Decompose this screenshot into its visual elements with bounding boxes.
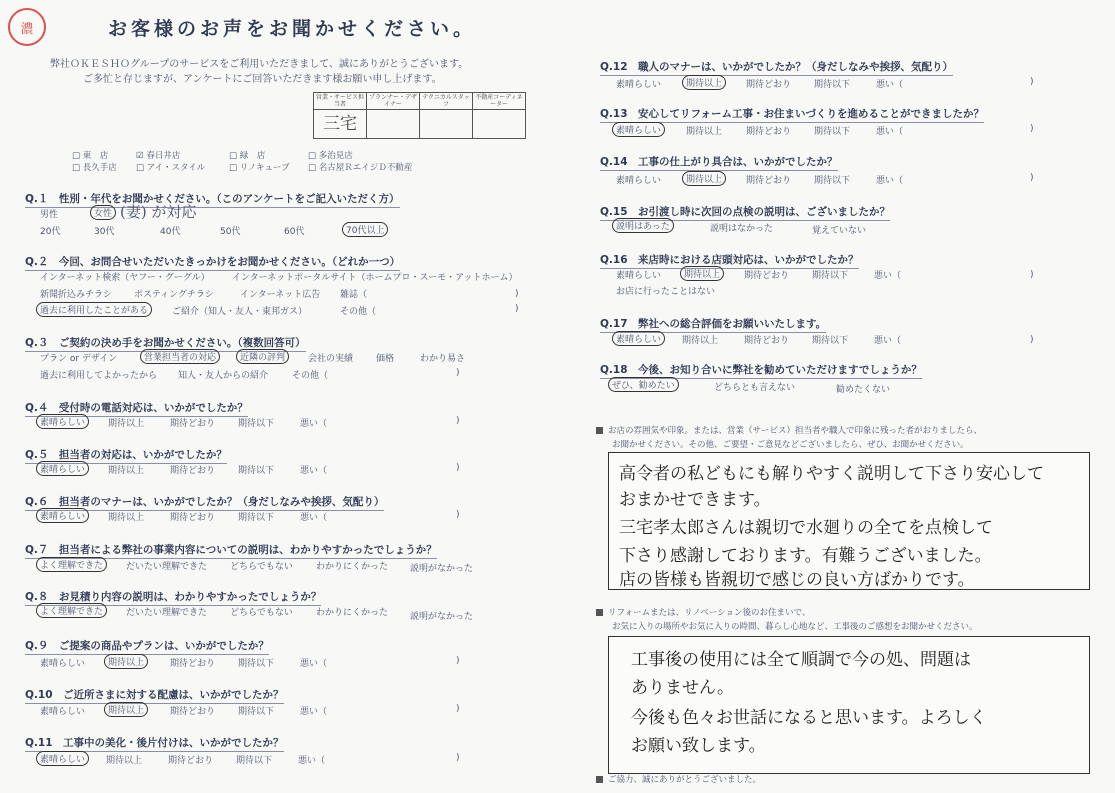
option[interactable]: 知人・友人からの紹介: [178, 371, 269, 381]
staff-header: テクニカルスタッフ: [420, 93, 473, 110]
staff-cell: [420, 110, 473, 139]
option[interactable]: どちらでもない: [230, 608, 293, 618]
paren-close: ): [456, 368, 460, 378]
option[interactable]: 素晴らしい: [616, 176, 662, 186]
store-option[interactable]: □ リノキューブ: [229, 163, 290, 173]
question-title: Q.18 今後、お知り合いに弊社を勧めていただけますでしょうか？: [600, 362, 922, 379]
question-q10: [25, 683, 284, 704]
page-title: お客様のお声をお聞かせください。: [108, 18, 477, 40]
option[interactable]: だいたい理解できた: [126, 608, 208, 618]
option[interactable]: 悪い（: [876, 80, 904, 90]
option[interactable]: 悪い（: [874, 336, 902, 346]
option[interactable]: 50代: [220, 227, 241, 237]
comment2-line: お願い致します。: [631, 736, 766, 756]
option[interactable]: インターネット検索（ヤフー・グーグル）: [40, 273, 210, 283]
staff-cell: [473, 110, 526, 139]
intro-line-1: 弊社ＯＫＥＳＨＯグループのサービスをご利用いただきまして、誠にありがとうございます。: [50, 59, 469, 70]
option-selected[interactable]: 素晴らしい: [36, 508, 89, 523]
comment2-prompt-2: お気に入りの場所やお気に入りの時間、暮らし心地など、工事後のご感想をお聞かせください。: [612, 622, 978, 632]
option[interactable]: だいたい理解できた: [126, 562, 208, 572]
option[interactable]: 期待どおり: [170, 513, 216, 523]
option[interactable]: 悪い（: [300, 659, 328, 669]
paren-close: ): [456, 753, 460, 763]
option-selected[interactable]: 期待以上: [682, 171, 726, 186]
option[interactable]: 期待以上: [108, 419, 145, 429]
option[interactable]: お店に行ったことはない: [616, 287, 716, 297]
option[interactable]: 期待どおり: [744, 336, 790, 346]
store-option[interactable]: □ 東 店: [72, 151, 109, 161]
option-selected[interactable]: 女性: [90, 205, 116, 220]
option-selected[interactable]: 期待以上: [104, 654, 148, 669]
option[interactable]: 説明がなかった: [410, 564, 474, 574]
comment2-box[interactable]: [608, 636, 1090, 774]
option[interactable]: 悪い（: [300, 419, 328, 429]
option[interactable]: 素晴らしい: [616, 80, 662, 90]
staff-header: 不動産コーディネーター: [473, 93, 526, 110]
option[interactable]: わかりにくかった: [316, 562, 389, 572]
paren-close: ): [456, 704, 460, 714]
option[interactable]: 期待以上: [682, 336, 719, 346]
staff-table: [313, 92, 526, 139]
option[interactable]: 価格: [376, 354, 395, 364]
comment1-line: 店の皆様も皆親切で感じの良い方ばかりです。: [619, 570, 975, 590]
option[interactable]: 期待以上: [108, 513, 145, 523]
option[interactable]: インターネットポータルサイト（ホームプロ・スーモ・アットホーム）: [232, 273, 518, 283]
option-selected[interactable]: 期待以上: [680, 266, 724, 281]
question-title: Q.11 工事中の美化・後片付けは、いかがでしたか？: [25, 735, 284, 752]
option-selected[interactable]: 近隣の評判: [236, 349, 289, 364]
question-q1: [25, 187, 400, 208]
option[interactable]: 過去に利用してよかったから: [40, 371, 158, 381]
paren-close: ): [1030, 173, 1034, 183]
option[interactable]: 新聞折込みチラシ: [40, 290, 113, 300]
option[interactable]: 説明がなかった: [410, 612, 474, 622]
paren-close: ): [456, 416, 460, 426]
option[interactable]: 期待どおり: [170, 466, 216, 476]
option[interactable]: 期待以下: [814, 127, 851, 137]
option[interactable]: その他（: [340, 307, 377, 317]
option[interactable]: ご紹介（知人・友人・東邦ガス）: [172, 307, 308, 317]
option[interactable]: 悪い（: [300, 466, 328, 476]
option[interactable]: 期待どおり: [168, 756, 214, 766]
option-selected[interactable]: 素晴らしい: [36, 461, 89, 476]
staff-cell: [367, 110, 420, 139]
question-q7: [25, 538, 437, 559]
option[interactable]: わかりにくかった: [316, 608, 389, 618]
option[interactable]: インターネット広告: [240, 290, 321, 300]
bullet-square-icon: [596, 427, 603, 434]
comment2-prompt-1: リフォームまたは、リノベーション後のお住まいで、: [596, 606, 810, 618]
question-title: Q.12 職人のマナーは、いかがでしたか？（身だしなみや挨拶、気配り）: [600, 59, 953, 76]
option[interactable]: 雑誌（: [340, 290, 368, 300]
option[interactable]: 期待どおり: [170, 659, 216, 669]
option-selected[interactable]: 期待以上: [682, 75, 726, 90]
question-q17: [600, 312, 826, 333]
option-selected[interactable]: 素晴らしい: [612, 331, 665, 346]
option-selected[interactable]: 素晴らしい: [612, 122, 665, 137]
option[interactable]: 悪い（: [876, 127, 904, 137]
option[interactable]: 期待以下: [812, 271, 849, 281]
option[interactable]: 覚えていない: [812, 226, 867, 236]
staff-header: プランナー・デザイナー: [367, 93, 420, 110]
question-title: Q.13 安心してリフォーム工事・お住まいづくりを進めることができましたか？: [600, 106, 984, 123]
paren-close: ): [456, 463, 460, 473]
intro-line-2: ご多忙と存じますが、アンケートにご回答いただきます様お願い申し上げます。: [83, 74, 442, 85]
option[interactable]: 悪い（: [300, 707, 328, 717]
option[interactable]: 期待以下: [238, 419, 275, 429]
option[interactable]: わかり易さ: [420, 354, 466, 364]
question-title: Q.７ 担当者による弊社の事業内容についての説明は、わかりやすかったでしょうか？: [25, 542, 437, 559]
question-title: Q.４ 受付時の電話対応は、いかがでしたか？: [25, 400, 248, 417]
question-title: Q.５ 担当者の対応は、いかがでしたか？: [25, 447, 227, 464]
option[interactable]: 60代: [284, 227, 305, 237]
option[interactable]: 期待どおり: [170, 707, 216, 717]
question-q2: [25, 250, 400, 271]
paren-close: ): [456, 510, 460, 520]
option-selected[interactable]: 説明はあった: [612, 218, 674, 233]
option-selected[interactable]: 営業担当者の対応: [140, 349, 220, 364]
option[interactable]: 期待どおり: [744, 271, 790, 281]
option[interactable]: 悪い（: [876, 176, 904, 186]
option[interactable]: 20代: [40, 227, 61, 237]
option[interactable]: 期待以上: [108, 466, 145, 476]
option[interactable]: どちらとも言えない: [714, 383, 796, 393]
option[interactable]: 期待以上: [106, 756, 143, 766]
question-q16: [600, 248, 859, 269]
option[interactable]: 期待以下: [814, 176, 851, 186]
question-q14: [600, 150, 838, 171]
option-selected[interactable]: 70代以上: [342, 222, 388, 237]
paren-close: ): [515, 304, 519, 314]
store-option[interactable]: □ 長久手店: [72, 163, 117, 173]
option[interactable]: 期待以下: [238, 707, 275, 717]
comment1-line: おまかせできます。: [619, 490, 771, 510]
store-option[interactable]: □ アイ・スタイル: [136, 163, 206, 173]
question-title: Q.２ 今回、お問合せいただいたきっかけをお聞かせください。（どれか一つ）: [25, 254, 400, 271]
question-q12: [600, 55, 953, 76]
option[interactable]: 会社の実績: [308, 354, 354, 364]
comment2-line: 今後も色々お世話になると思います。よろしく: [631, 708, 987, 728]
option[interactable]: 期待以下: [814, 80, 851, 90]
option-selected[interactable]: よく理解できた: [36, 557, 107, 572]
option[interactable]: 40代: [160, 227, 181, 237]
option[interactable]: 30代: [94, 227, 115, 237]
question-title: Q.８ お見積り内容の説明は、わかりやすかったでしょうか？: [25, 589, 321, 606]
option[interactable]: 素晴らしい: [40, 707, 86, 717]
question-title: Q.15 お引渡し時に次回の点検の説明は、ございましたか？: [600, 204, 890, 221]
paren-close: ): [1030, 124, 1034, 134]
staff-header: 営業・サービス担当者: [314, 93, 367, 110]
question-title: Q.17 弊社への総合評価をお願いいたします。: [600, 316, 826, 333]
option-selected[interactable]: 過去に利用したことがある: [36, 302, 152, 317]
option[interactable]: 期待どおり: [746, 127, 792, 137]
comment1-line: 高令者の私どもにも解りやすく説明して下さり安心して: [619, 464, 1044, 484]
store-option[interactable]: ☑ 春日井店: [136, 151, 181, 161]
comment2-line: ありません。: [631, 678, 735, 698]
comment1-line: 三宅孝太郎さんは親切で水廻りの全てを点検して: [619, 518, 993, 538]
question-title: Q.16 来店時における店頭対応は、いかがでしたか？: [600, 252, 859, 269]
comment1-box[interactable]: [608, 452, 1090, 590]
option[interactable]: 素晴らしい: [616, 271, 662, 281]
option[interactable]: 素晴らしい: [40, 659, 86, 669]
option-selected[interactable]: よく理解できた: [36, 603, 107, 618]
question-title: Q.９ ご提案の商品やプランは、いかがでしたか？: [25, 638, 269, 655]
question-q18: [600, 358, 922, 379]
option[interactable]: 期待以下: [236, 756, 273, 766]
option[interactable]: 説明はなかった: [710, 224, 774, 234]
option[interactable]: 期待以下: [812, 336, 849, 346]
comment1-prompt-2: お聞かせください。その他、ご要望・ご意見などございましたら、ぜひ、お聞かせください。: [612, 440, 969, 450]
question-title: Q.３ ご契約の決め手をお聞かせください。（複数回答可）: [25, 335, 306, 352]
store-option[interactable]: □ 多治見店: [308, 151, 353, 161]
option[interactable]: 悪い（: [874, 271, 902, 281]
option[interactable]: 期待以下: [238, 513, 275, 523]
option-selected[interactable]: 期待以上: [104, 702, 148, 717]
question-title: Q.14 工事の仕上がり具合は、いかがでしたか？: [600, 154, 838, 171]
question-title: Q.１ 性別・年代をお聞かせください。（このアンケートをご記入いただく方）: [25, 191, 400, 208]
comment1-line: 下さり感謝しております。有難うございました。: [619, 546, 992, 566]
footer-thanks: ご協力、誠にありがとうございました。: [596, 773, 761, 785]
seal-stamp: 濃: [8, 8, 46, 46]
handwritten-note: (妻) が対応: [120, 203, 197, 221]
question-title: Q.６ 担当者のマナーは、いかがでしたか？（身だしなみや挨拶、気配り）: [25, 494, 384, 511]
option[interactable]: 期待どおり: [746, 80, 792, 90]
option[interactable]: プラン or デザイン: [40, 354, 118, 364]
option[interactable]: どちらでもない: [230, 562, 293, 572]
question-q13: [600, 102, 984, 123]
option-selected[interactable]: 素晴らしい: [36, 751, 89, 766]
option[interactable]: 悪い（: [300, 513, 328, 523]
option[interactable]: 男性: [40, 210, 59, 220]
comment1-prompt-1: お店の雰囲気や印象。または、営業（サービス）担当者や職人で印象に残った者がおりましたら、: [596, 424, 982, 436]
question-q9: [25, 634, 269, 655]
paren-close: ): [1030, 270, 1034, 280]
question-q11: [25, 731, 284, 752]
option[interactable]: 悪い（: [298, 756, 326, 766]
option[interactable]: 期待どおり: [170, 419, 216, 429]
comment2-line: 工事後の使用には全て順調で今の処、問題は: [631, 650, 971, 670]
paren-close: ): [1030, 335, 1034, 345]
store-option[interactable]: □ 名古屋ＲエイジＤ不動産: [308, 163, 413, 173]
option-selected[interactable]: ぜひ、勧めたい: [608, 377, 679, 392]
paren-close: ): [515, 289, 519, 299]
option[interactable]: 期待以上: [686, 127, 723, 137]
sales-name: 三宅: [314, 110, 367, 139]
option-selected[interactable]: 素晴らしい: [36, 414, 89, 429]
paren-close: ): [456, 656, 460, 666]
question-title: Q.10 ご近所さまに対する配慮は、いかがでしたか？: [25, 687, 284, 704]
option[interactable]: 期待以下: [238, 659, 275, 669]
option[interactable]: その他（: [292, 371, 329, 381]
bullet-square-icon: [596, 776, 603, 783]
option[interactable]: 期待以下: [238, 466, 275, 476]
option[interactable]: 勧めたくない: [836, 385, 891, 395]
option[interactable]: ポスティングチラシ: [134, 290, 214, 300]
store-option[interactable]: □ 緑 店: [229, 151, 266, 161]
paren-close: ): [1030, 77, 1034, 87]
option[interactable]: 期待どおり: [746, 176, 792, 186]
bullet-square-icon: [596, 609, 603, 616]
